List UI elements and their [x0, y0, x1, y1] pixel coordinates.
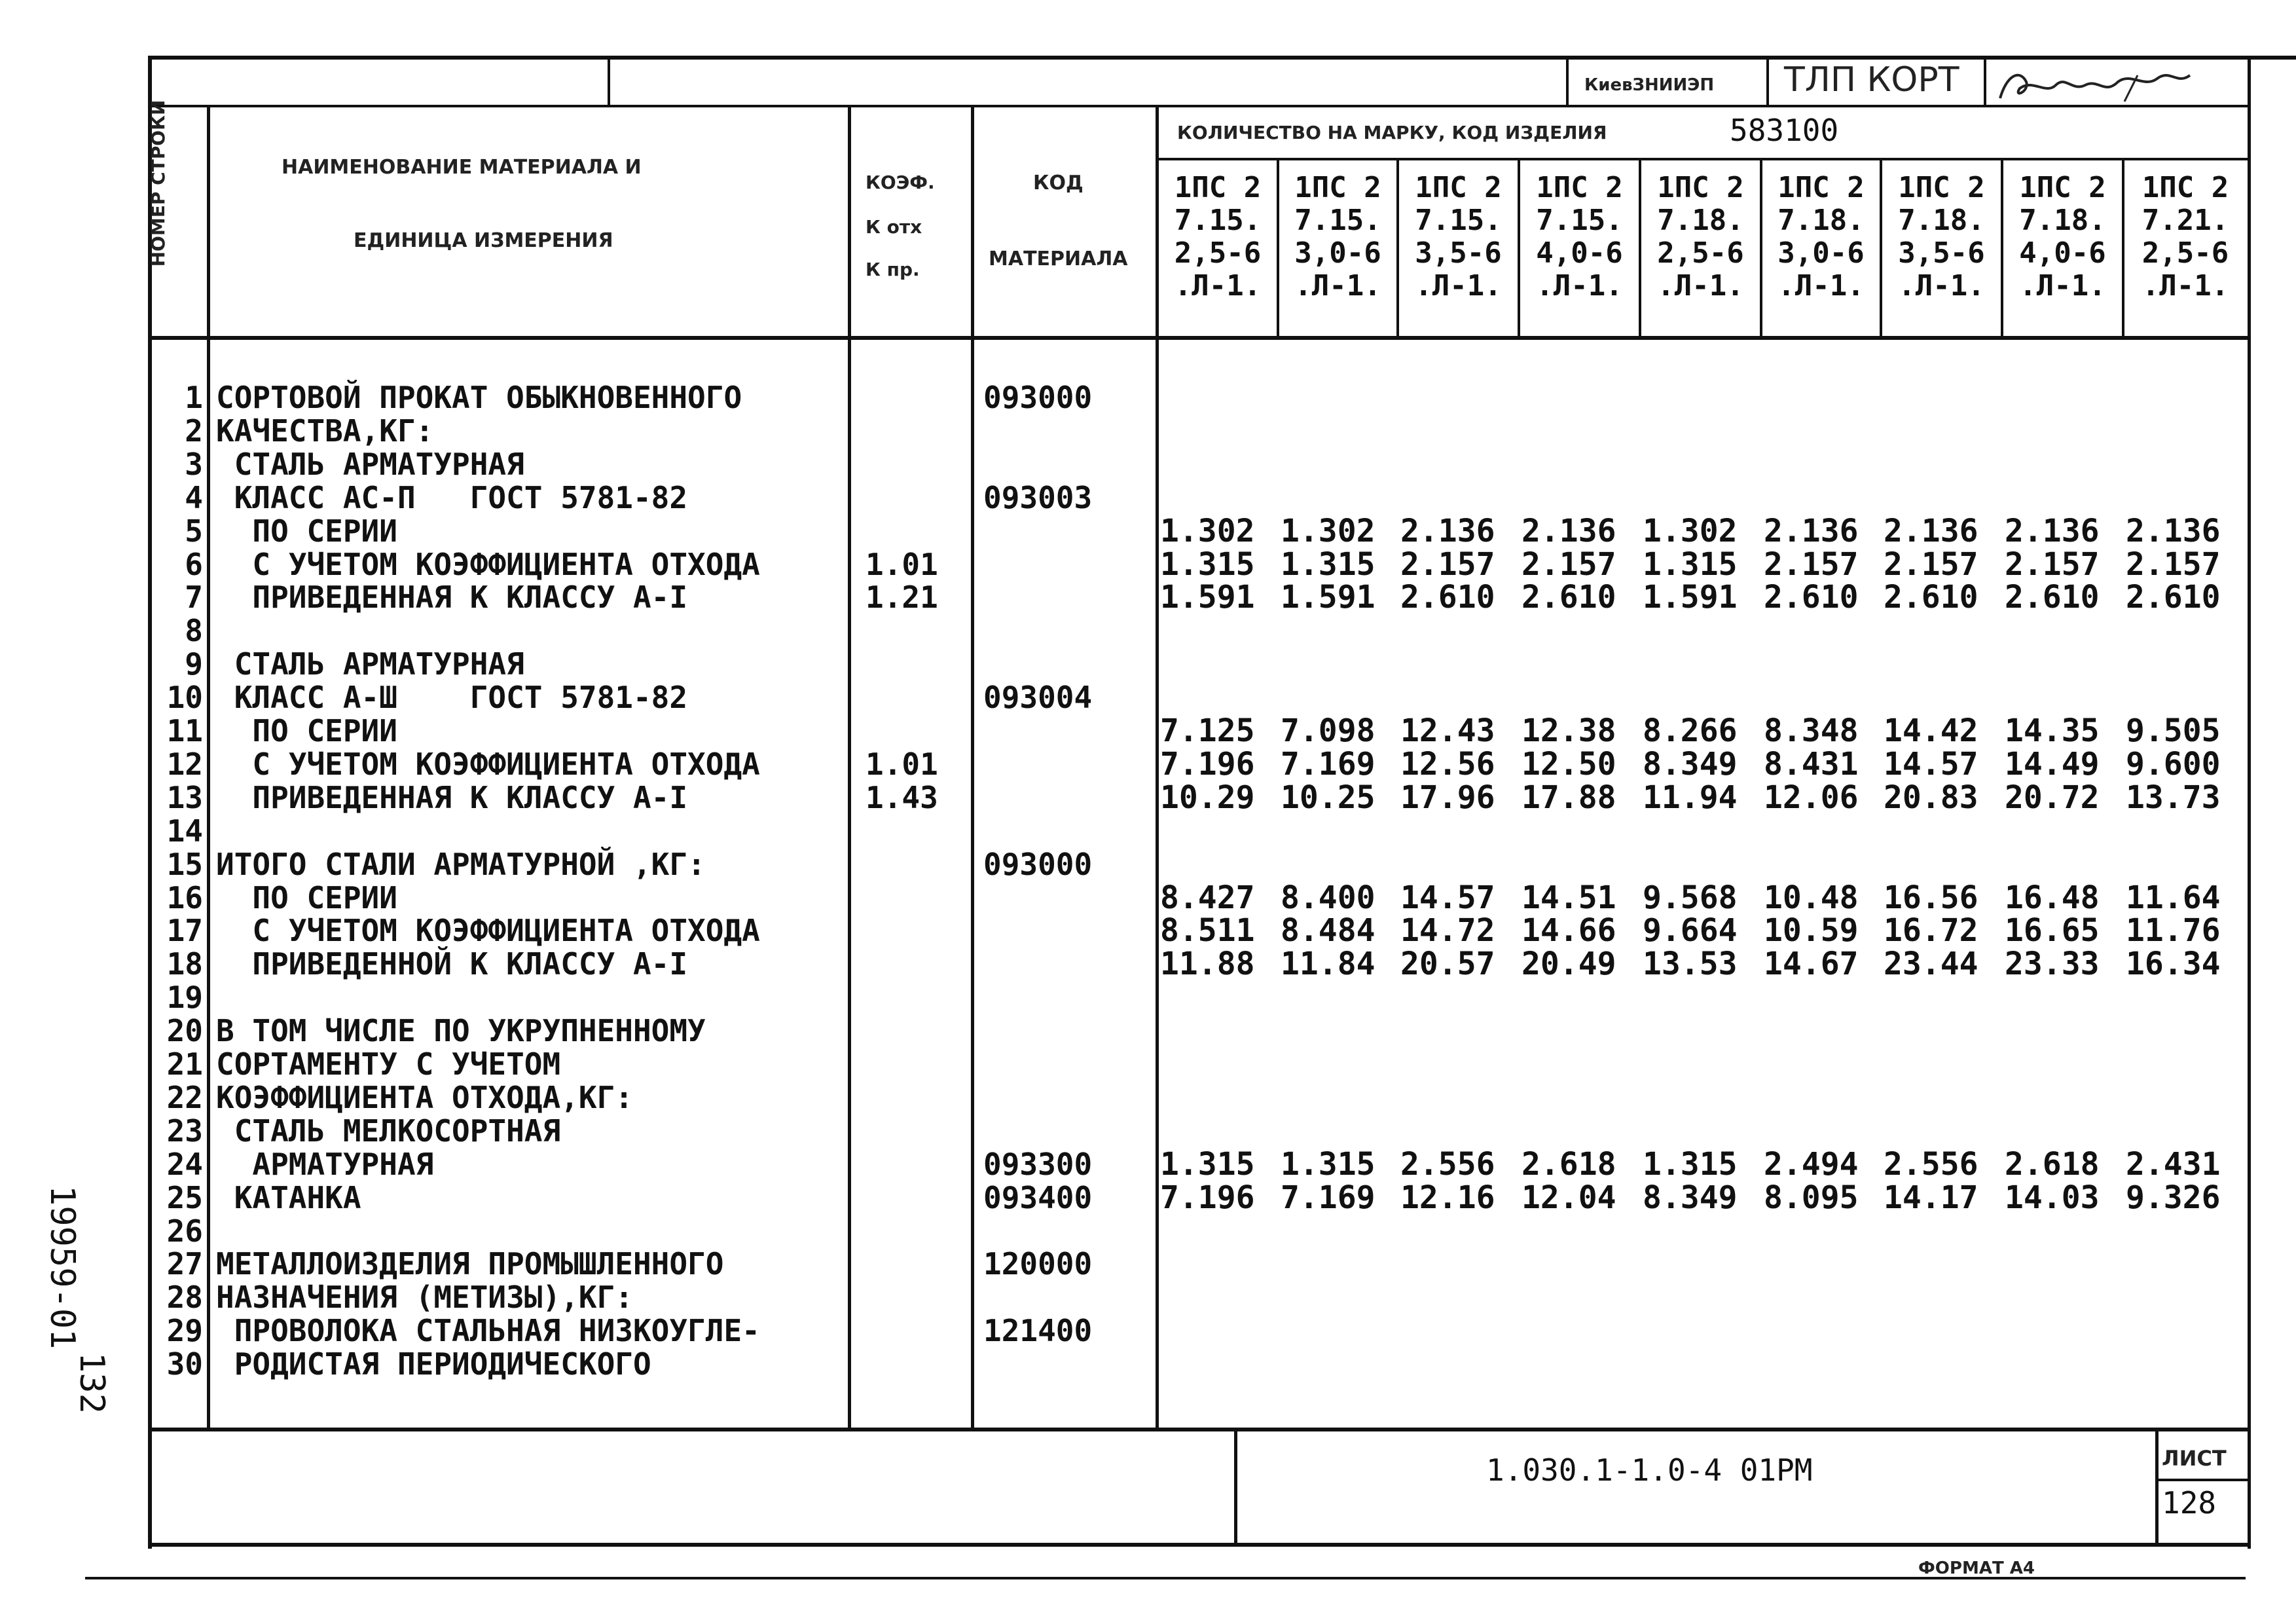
footer-format: ФОРМАТ А4: [1918, 1559, 2035, 1578]
row-code: 120000: [983, 1246, 1093, 1282]
footer-sheet-line: [2155, 1479, 2248, 1481]
frame-left: [148, 56, 152, 1549]
row-value: 2.157: [1400, 545, 1495, 583]
col-sep-coef: [971, 107, 974, 1430]
row-value: 2.136: [1522, 512, 1616, 549]
row-name: ПО СЕРИИ: [216, 879, 397, 915]
row-name: КЛАСС АС-П ГОСТ 5781-82: [216, 479, 688, 515]
row-name: СТАЛЬ МЕЛКОСОРТНАЯ: [216, 1113, 561, 1149]
product-header-line: 3,5-6: [1415, 236, 1502, 270]
product-header-line: 7.18.: [1898, 204, 1985, 237]
row-value: 14.35: [2005, 712, 2100, 749]
row-value: 2.136: [1764, 512, 1859, 549]
row-value: 17.96: [1400, 779, 1495, 816]
product-header: [2123, 172, 2248, 303]
row-number: 7: [185, 580, 203, 616]
row-name: СОРТАМЕНТУ С УЧЕТОМ: [216, 1046, 561, 1082]
row-code: 093400: [983, 1179, 1093, 1215]
row-value: 10.48: [1764, 879, 1859, 916]
product-header-line: 3,5-6: [1898, 236, 1985, 270]
product-header-line: 7.21.: [2141, 204, 2229, 237]
product-header-line: 1ПС 2: [2019, 171, 2106, 204]
row-value: 2.610: [1400, 579, 1495, 616]
product-header-line: 3,0-6: [1294, 236, 1381, 270]
product-header: [1398, 172, 1519, 303]
row-value: 1.591: [1160, 579, 1255, 616]
row-coef: 1.21: [866, 580, 938, 616]
product-header-line: 1ПС 2: [1777, 171, 1865, 204]
row-value: 12.38: [1522, 712, 1616, 749]
product-header-line: 7.15.: [1536, 204, 1623, 237]
row-number: 10: [166, 680, 203, 716]
row-number: 28: [166, 1280, 203, 1316]
row-value: 9.664: [1643, 912, 1738, 950]
row-value: 2.556: [1884, 1145, 1978, 1183]
row-value: 7.098: [1281, 712, 1376, 749]
row-value: 7.125: [1160, 712, 1255, 749]
row-number: 12: [166, 746, 203, 782]
row-value: 13.73: [2126, 779, 2221, 816]
row-value: 2.610: [1522, 579, 1616, 616]
row-name: КАЧЕСТВА,КГ:: [216, 413, 434, 449]
footer-sep-1: [1234, 1430, 1237, 1544]
row-value: 12.16: [1400, 1179, 1495, 1216]
row-value: 20.57: [1400, 946, 1495, 983]
product-header-line: .Л-1.: [1174, 269, 1262, 303]
row-name: ПРИВЕДЕННАЯ К КЛАССУ А-I: [216, 779, 688, 815]
row-value: 14.17: [1884, 1179, 1978, 1216]
stamp-project: ТЛП КОРТ: [1784, 60, 1959, 100]
product-header-line: 2,5-6: [1174, 236, 1262, 270]
row-value: 2.157: [1884, 545, 1978, 583]
footer-sheet-label: ЛИСТ: [2162, 1446, 2227, 1471]
stamp-org: КиевЗНИИЭП: [1584, 75, 1715, 95]
product-header: [1640, 172, 1761, 303]
footer-doc-code: 1.030.1-1.0-4 01РМ: [1486, 1452, 1813, 1488]
row-value: 1.591: [1281, 579, 1376, 616]
row-name: С УЧЕТОМ КОЭФФИЦИЕНТА ОТХОДА: [216, 546, 760, 582]
row-name: КОЭФФИЦИЕНТА ОТХОДА,КГ:: [216, 1079, 633, 1115]
row-value: 2.494: [1764, 1145, 1859, 1183]
row-number: 11: [166, 713, 203, 748]
row-number: 22: [166, 1079, 203, 1115]
header-bottom: [149, 336, 2251, 340]
product-header: [2002, 172, 2123, 303]
row-value: 2.136: [2005, 512, 2100, 549]
stamp-sep-4: [1984, 58, 1986, 106]
row-value: 14.67: [1764, 946, 1859, 983]
row-value: 11.88: [1160, 946, 1255, 983]
body-bottom: [149, 1428, 2251, 1431]
row-value: 8.349: [1643, 1179, 1738, 1216]
row-coef: 1.43: [866, 779, 938, 815]
col-sep-name: [848, 107, 851, 1430]
product-header-line: 7.15.: [1174, 204, 1262, 237]
row-number: 29: [166, 1313, 203, 1349]
row-value: 2.136: [1400, 512, 1495, 549]
product-header-line: 7.15.: [1415, 204, 1502, 237]
row-value: 14.72: [1400, 912, 1495, 950]
row-value: 2.610: [2126, 579, 2221, 616]
row-name: ИТОГО СТАЛИ АРМАТУРНОЙ ,КГ:: [216, 846, 706, 882]
product-header-line: 1ПС 2: [1657, 171, 1744, 204]
row-number: 16: [166, 879, 203, 915]
product-header-line: 1ПС 2: [1174, 171, 1262, 204]
row-value: 8.095: [1764, 1179, 1859, 1216]
row-number: 24: [166, 1146, 203, 1182]
row-value: 20.49: [1522, 946, 1616, 983]
row-coef: 1.01: [866, 546, 938, 582]
row-code: 093000: [983, 846, 1093, 882]
row-value: 1.315: [1643, 545, 1738, 583]
product-header-line: .Л-1.: [2019, 269, 2106, 303]
row-number: 20: [166, 1013, 203, 1049]
header-qty-label: КОЛИЧЕСТВО НА МАРКУ, КОД ИЗДЕЛИЯ: [1177, 122, 1607, 143]
row-value: 14.66: [1522, 912, 1616, 950]
row-number: 6: [185, 546, 203, 582]
qty-label-bottom: [1157, 158, 2251, 160]
row-name: РОДИСТАЯ ПЕРИОДИЧЕСКОГО: [216, 1346, 651, 1382]
row-value: 14.57: [1400, 879, 1495, 916]
row-number: 18: [166, 946, 203, 982]
margin-page-no: 132: [72, 1352, 111, 1414]
row-number: 19: [166, 980, 203, 1016]
row-value: 11.94: [1643, 779, 1738, 816]
row-number: 2: [185, 413, 203, 449]
row-value: 8.427: [1160, 879, 1255, 916]
row-value: 2.556: [1400, 1145, 1495, 1183]
frame-top: [149, 56, 2296, 60]
row-value: 1.591: [1643, 579, 1738, 616]
product-header-line: .Л-1.: [1415, 269, 1502, 303]
frame-bottom: [149, 1543, 2251, 1547]
row-value: 1.315: [1281, 1145, 1376, 1183]
row-value: 2.618: [1522, 1145, 1616, 1183]
row-value: 1.315: [1281, 545, 1376, 583]
stamp-row-bottom: [149, 105, 2251, 107]
row-value: 14.03: [2005, 1179, 2100, 1216]
row-value: 20.72: [2005, 779, 2100, 816]
row-name: ПРИВЕДЕННОЙ К КЛАССУ А-I: [216, 946, 688, 982]
row-number: 23: [166, 1113, 203, 1149]
row-value: 13.53: [1643, 946, 1738, 983]
product-header: [1881, 172, 2002, 303]
row-value: 11.76: [2126, 912, 2221, 950]
row-code: 093004: [983, 680, 1093, 716]
header-coef-3: К пр.: [866, 259, 920, 280]
stamp-sep-3: [1766, 58, 1769, 106]
row-value: 1.302: [1281, 512, 1376, 549]
row-number: 1: [185, 380, 203, 415]
row-value: 8.400: [1281, 879, 1376, 916]
row-code: 121400: [983, 1313, 1093, 1349]
row-name: КЛАСС А-Ш ГОСТ 5781-82: [216, 680, 688, 716]
row-value: 8.511: [1160, 912, 1255, 950]
product-header-line: .Л-1.: [2141, 269, 2229, 303]
row-value: 8.266: [1643, 712, 1738, 749]
row-number: 9: [185, 646, 203, 682]
product-header-line: .Л-1.: [1294, 269, 1381, 303]
footer-sheet-no: 128: [2162, 1485, 2217, 1521]
row-value: 2.157: [1764, 545, 1859, 583]
row-value: 8.349: [1643, 745, 1738, 783]
row-value: 8.431: [1764, 745, 1859, 783]
frame-right: [2248, 56, 2251, 1549]
row-value: 1.315: [1160, 545, 1255, 583]
product-header-line: 2,5-6: [2141, 236, 2229, 270]
row-value: 2.618: [2005, 1145, 2100, 1183]
row-code: 093003: [983, 479, 1093, 515]
row-name: ПО СЕРИИ: [216, 513, 397, 549]
row-value: 7.169: [1281, 1179, 1376, 1216]
row-value: 16.34: [2126, 946, 2221, 983]
product-header: [1761, 172, 1881, 303]
row-value: 9.505: [2126, 712, 2221, 749]
row-value: 8.348: [1764, 712, 1859, 749]
row-value: 9.568: [1643, 879, 1738, 916]
row-number: 15: [166, 846, 203, 882]
row-value: 12.04: [1522, 1179, 1616, 1216]
row-value: 12.43: [1400, 712, 1495, 749]
row-value: 17.88: [1522, 779, 1616, 816]
row-number: 30: [166, 1346, 203, 1382]
product-header-line: 2,5-6: [1657, 236, 1744, 270]
footer-sep-2: [2155, 1430, 2159, 1544]
row-number: 17: [166, 913, 203, 949]
row-number: 21: [166, 1046, 203, 1082]
row-number: 5: [185, 513, 203, 549]
row-name: С УЧЕТОМ КОЭФФИЦИЕНТА ОТХОДА: [216, 913, 760, 949]
row-value: 16.56: [1884, 879, 1978, 916]
header-coef-2: К отх: [866, 216, 922, 238]
product-header: [1157, 172, 1278, 303]
row-value: 10.29: [1160, 779, 1255, 816]
row-value: 7.169: [1281, 745, 1376, 783]
row-value: 2.136: [2126, 512, 2221, 549]
product-header-line: .Л-1.: [1777, 269, 1865, 303]
row-name: СОРТОВОЙ ПРОКАТ ОБЫКНОВЕННОГО: [216, 380, 742, 415]
row-value: 10.25: [1281, 779, 1376, 816]
product-header-line: 7.18.: [1777, 204, 1865, 237]
product-header-line: .Л-1.: [1657, 269, 1744, 303]
row-value: 16.48: [2005, 879, 2100, 916]
row-number: 4: [185, 479, 203, 515]
row-coef: 1.01: [866, 746, 938, 782]
header-coef-1: КОЭФ.: [866, 172, 935, 193]
row-value: 9.600: [2126, 745, 2221, 783]
row-value: 1.315: [1643, 1145, 1738, 1183]
product-header-line: 1ПС 2: [1294, 171, 1381, 204]
product-header: [1278, 172, 1398, 303]
header-code-1: КОД: [1033, 172, 1084, 194]
row-value: 9.326: [2126, 1179, 2221, 1216]
row-number: 13: [166, 779, 203, 815]
row-name: С УЧЕТОМ КОЭФФИЦИЕНТА ОТХОДА: [216, 746, 760, 782]
header-product-code: 583100: [1730, 113, 1839, 148]
stamp-sep-2: [1566, 58, 1569, 106]
col-sep-rownum: [207, 107, 210, 1430]
row-value: 1.302: [1643, 512, 1738, 549]
row-name: СТАЛЬ АРМАТУРНАЯ: [216, 646, 524, 682]
row-value: 23.33: [2005, 946, 2100, 983]
margin-inv-no: 19959-01: [43, 1185, 82, 1350]
row-value: 2.610: [1884, 579, 1978, 616]
product-header-line: 3,0-6: [1777, 236, 1865, 270]
row-number: 25: [166, 1179, 203, 1215]
row-name: В ТОМ ЧИСЛЕ ПО УКРУПНЕННОМУ: [216, 1013, 706, 1049]
col-sep-code: [1156, 107, 1159, 1430]
row-value: 2.431: [2126, 1145, 2221, 1183]
row-name: МЕТАЛЛОИЗДЕЛИЯ ПРОМЫШЛЕННОГО: [216, 1246, 724, 1282]
row-value: 12.56: [1400, 745, 1495, 783]
row-name: АРМАТУРНАЯ: [216, 1146, 434, 1182]
row-name: НАЗНАЧЕНИЯ (МЕТИЗЫ),КГ:: [216, 1280, 633, 1316]
row-value: 8.484: [1281, 912, 1376, 950]
row-value: 2.610: [2005, 579, 2100, 616]
row-value: 23.44: [1884, 946, 1978, 983]
product-header-line: 4,0-6: [1536, 236, 1623, 270]
row-name: ПРОВОЛОКА СТАЛЬНАЯ НИЗКОУГЛЕ-: [216, 1313, 760, 1349]
row-value: 14.49: [2005, 745, 2100, 783]
signature-image: [1994, 62, 2242, 108]
product-header-line: .Л-1.: [1536, 269, 1623, 303]
row-value: 11.64: [2126, 879, 2221, 916]
product-header-line: 1ПС 2: [2141, 171, 2229, 204]
row-number: 26: [166, 1213, 203, 1249]
product-header-line: 7.18.: [2019, 204, 2106, 237]
row-value: 2.157: [2126, 545, 2221, 583]
row-value: 1.315: [1160, 1145, 1255, 1183]
row-value: 2.157: [1522, 545, 1616, 583]
header-rownum: НОМЕР СТРОКИ: [147, 100, 169, 267]
row-value: 14.57: [1884, 745, 1978, 783]
row-value: 16.65: [2005, 912, 2100, 950]
row-value: 16.72: [1884, 912, 1978, 950]
header-name-line1: НАИМЕНОВАНИЕ МАТЕРИАЛА И: [282, 156, 642, 179]
stamp-sep-1: [608, 58, 610, 106]
product-header-line: 1ПС 2: [1536, 171, 1623, 204]
row-number: 8: [185, 613, 203, 649]
header-name-line2: ЕДИНИЦА ИЗМЕРЕНИЯ: [354, 229, 613, 252]
row-value: 7.196: [1160, 1179, 1255, 1216]
row-name: СТАЛЬ АРМАТУРНАЯ: [216, 446, 524, 482]
row-value: 1.302: [1160, 512, 1255, 549]
row-value: 2.136: [1884, 512, 1978, 549]
row-name: ПРИВЕДЕННАЯ К КЛАССУ А-I: [216, 580, 688, 616]
row-value: 20.83: [1884, 779, 1978, 816]
row-code: 093300: [983, 1146, 1093, 1182]
product-header-line: 1ПС 2: [1898, 171, 1985, 204]
product-header-line: 7.18.: [1657, 204, 1744, 237]
row-value: 14.51: [1522, 879, 1616, 916]
row-value: 12.50: [1522, 745, 1616, 783]
product-header-line: 4,0-6: [2019, 236, 2106, 270]
row-value: 2.610: [1764, 579, 1859, 616]
row-value: 10.59: [1764, 912, 1859, 950]
product-header-line: 1ПС 2: [1415, 171, 1502, 204]
row-number: 3: [185, 446, 203, 482]
row-name: КАТАНКА: [216, 1179, 361, 1215]
row-code: 093000: [983, 380, 1093, 415]
row-value: 14.42: [1884, 712, 1978, 749]
product-header-line: .Л-1.: [1898, 269, 1985, 303]
row-name: ПО СЕРИИ: [216, 713, 397, 748]
header-code-2: МАТЕРИАЛА: [989, 248, 1128, 270]
row-number: 27: [166, 1246, 203, 1282]
row-value: 11.84: [1281, 946, 1376, 983]
product-header-line: 7.15.: [1294, 204, 1381, 237]
row-number: 14: [166, 813, 203, 849]
product-header: [1519, 172, 1640, 303]
row-value: 7.196: [1160, 745, 1255, 783]
row-value: 2.157: [2005, 545, 2100, 583]
row-value: 12.06: [1764, 779, 1859, 816]
